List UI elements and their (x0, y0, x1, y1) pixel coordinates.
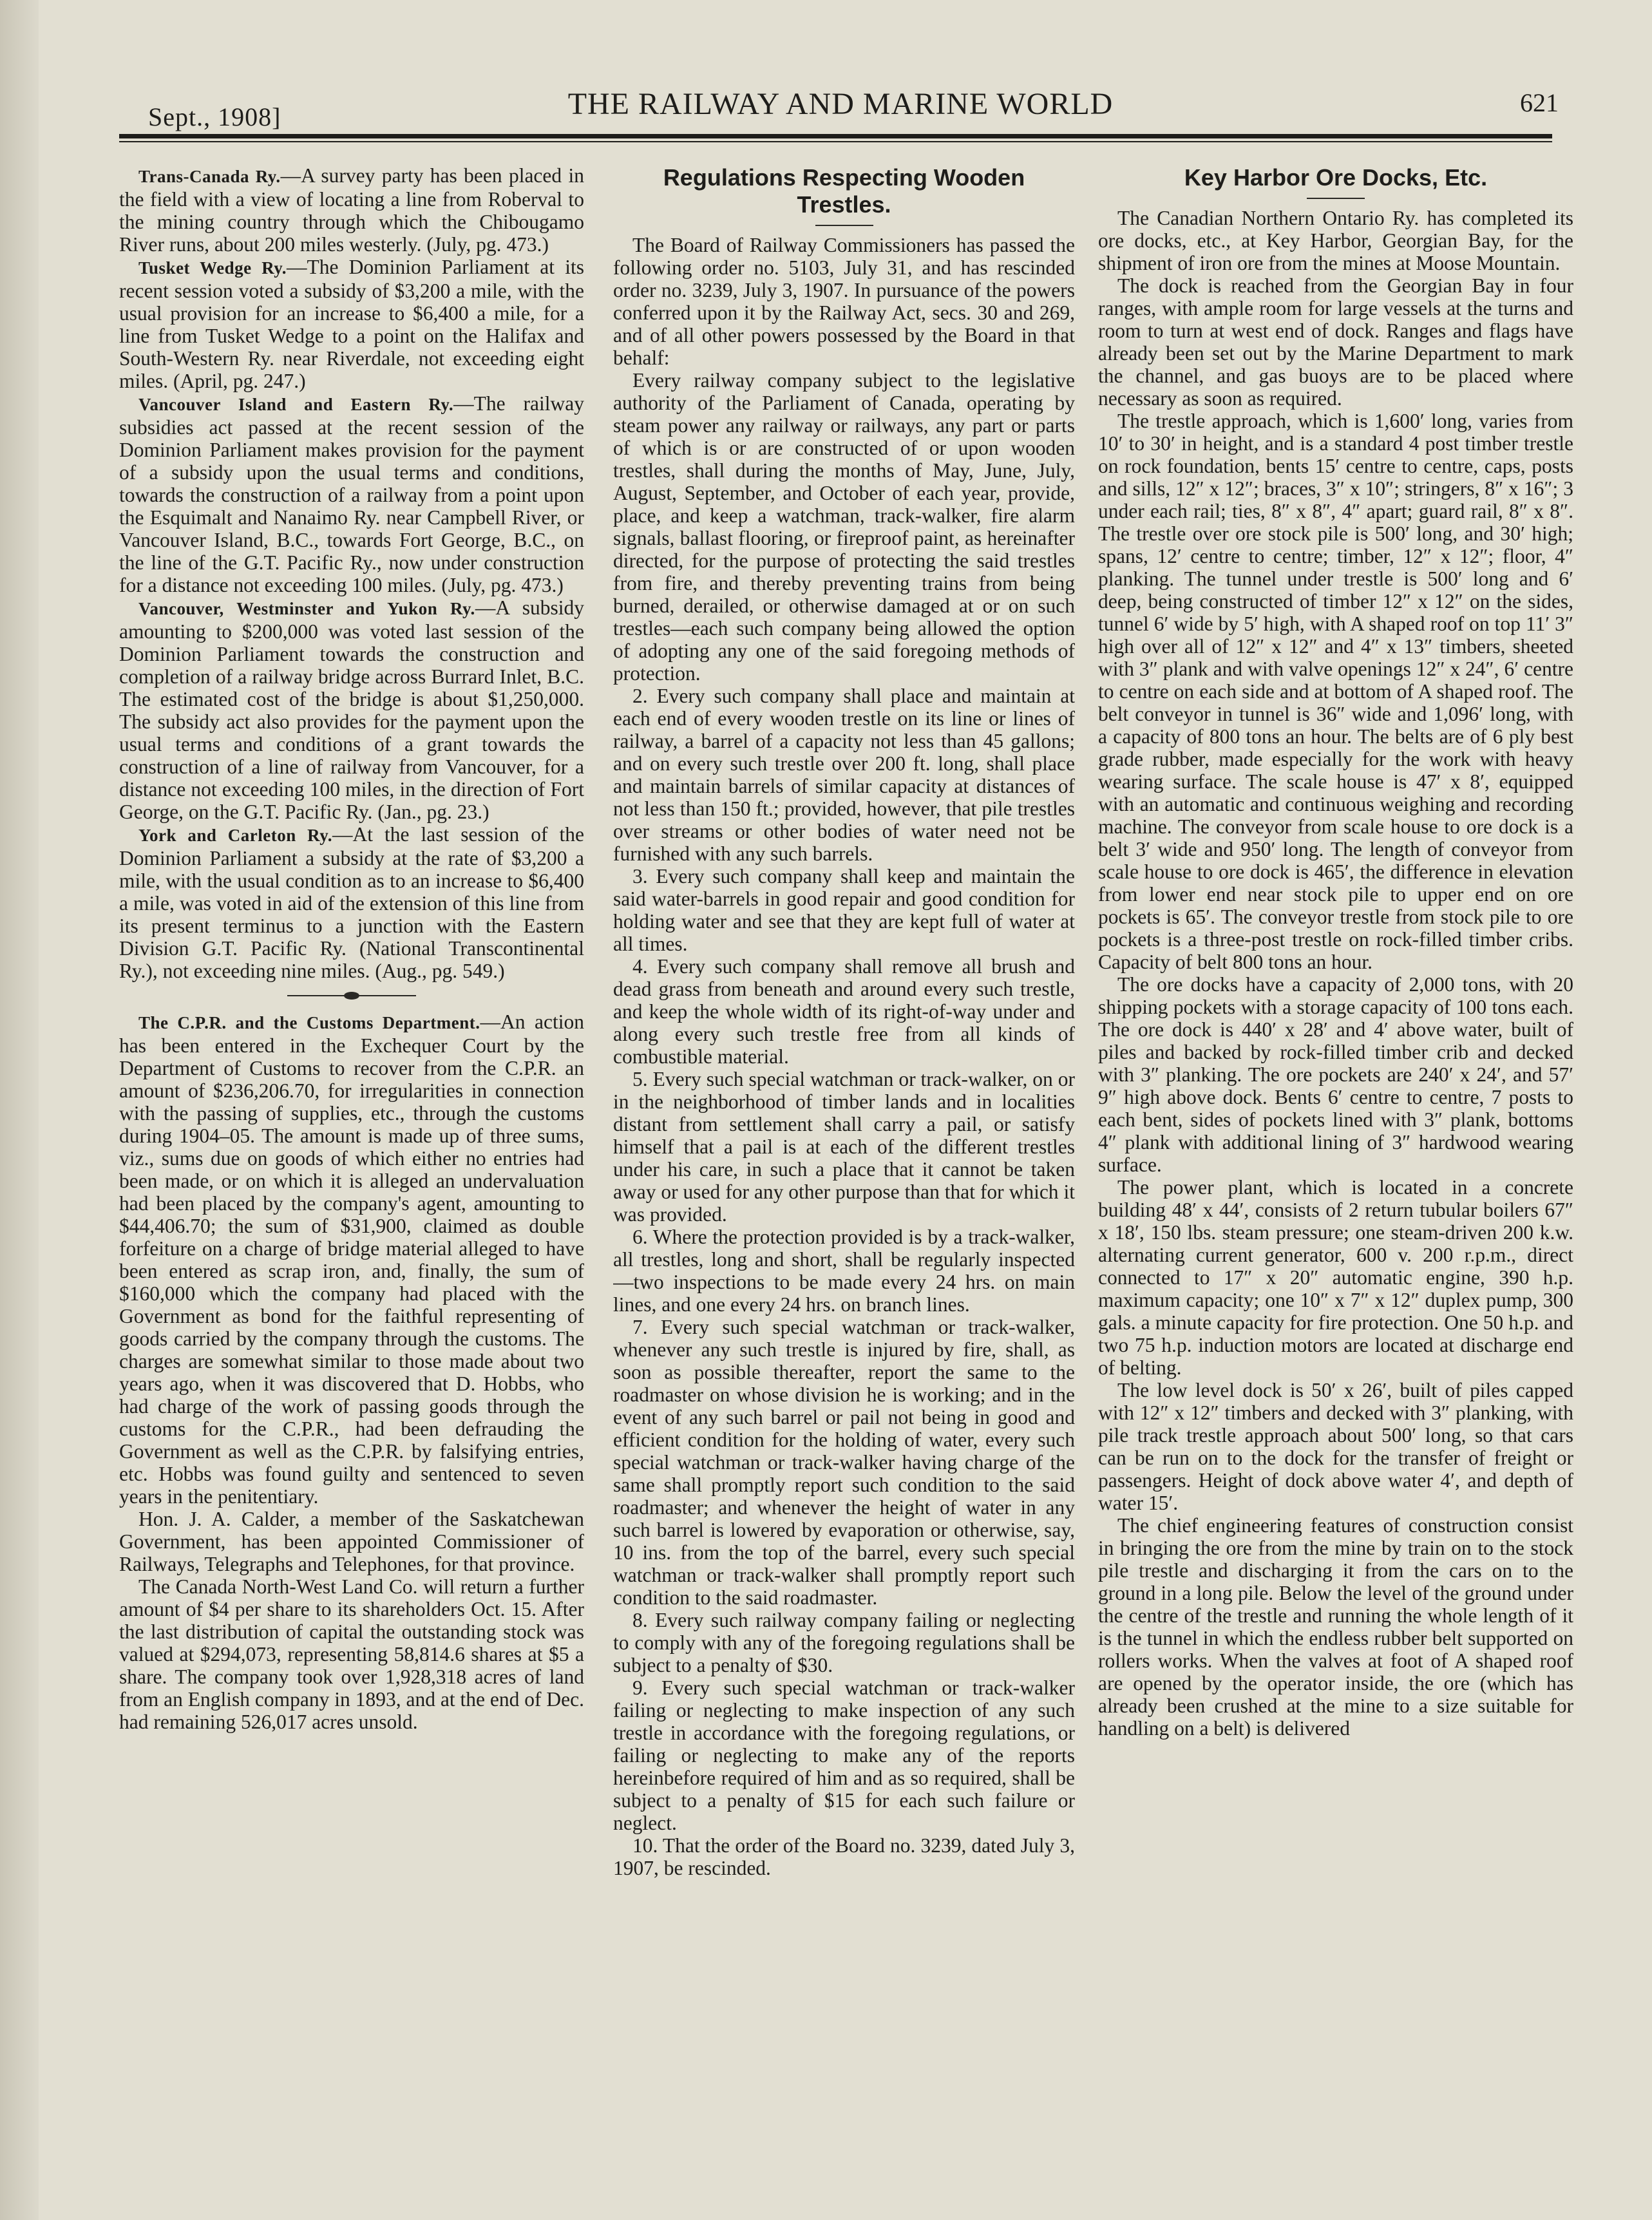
paragraph: 3. Every such company shall keep and maintain the said water-barrels in good repair and good condition for holding water and see that they are kept full of water at all times. (613, 865, 1075, 955)
paragraph-body: —The Dominion Parliament at its recent session voted a subsidy of $3,200 a mile, with the usual provision for an increase to $6,400 a mile, for a line from Tusket Wedge to a point on the Halifax and South-Western Ry. near Riverdale, not exceeding eight miles. (April, pg. 247.) (119, 256, 584, 392)
column-3 (1098, 164, 1573, 2148)
paragraph: 7. Every such special watchman or track-walker, whenever any such trestle is injured by fire, shall, as soon as possible thereafter, report the same to the roadmaster on whose division he is working; and in the event of any such barrel or pail not being in good and efficient condition for the holding of water, every such special watchman or track-walker having charge of the same shall promptly report such condition to the said roadmaster; and whenever the height of water in any such barrel is lowered by evaporation or otherwise, say, 10 ins. from the top of the barrel, every such special watchman or track-walker shall promptly report such condition to the said roadmaster. (613, 1316, 1075, 1609)
paragraph: 2. Every such company shall place and maintain at each end of every wooden trestle on its line or lines of railway, a barrel of a capacity not less than 45 gallons; and on every such trestle over 200 ft. long, shall place and maintain barrels of similar capacity at distances of not less than 150 ft.; provided, however, that pile trestles over streams or other bodies of water need not be furnished with any such barrels. (613, 685, 1075, 865)
paragraph (119, 392, 584, 596)
paragraph: The Board of Railway Commissioners has passed the following order no. 5103, July 31, and has rescinded order no. 3239, July 3, 1907. In pursuance of the powers conferred upon it by the Railway Act, secs. 30 and 269, and of all other powers possessed by the Board in that behalf: (613, 234, 1075, 369)
paragraph (119, 164, 584, 256)
section-separator (287, 991, 416, 1000)
paragraph: The low level dock is 50′ x 26′, built of piles capped with 12″ x 12″ timbers and decked with 3″ planking, with pile track trestle approach about 500′ long, so that cars can be run on to the dock for the transfer of freight or passengers. Height of dock above water 4′, and depth of water 15′. (1098, 1379, 1573, 1514)
paragraph: The Canadian Northern Ontario Ry. has completed its ore docks, etc., at Key Harbor, Georgian Bay, for the shipment of iron ore from the mines at Moose Mountain. (1098, 207, 1573, 274)
paragraph: The dock is reached from the Georgian Bay in four ranges, with ample room for large vessels at the turns and room to turn at west end of dock. Ranges and flags have already been set out by the Marine Department to mark the channel, and gas buoys are to be placed where necessary as soon as required. (1098, 274, 1573, 410)
header-rule-thin (119, 141, 1552, 142)
run-in-heading: Trans-Canada Ry. (138, 167, 281, 186)
paragraph: 4. Every such company shall remove all brush and dead grass from beneath and around every such trestle, and keep the whole width of its right-of-way under and along every such trestle free from all kinds of combustible material. (613, 955, 1075, 1068)
run-in-heading: Vancouver Island and Eastern Ry. (138, 395, 454, 414)
run-in-heading: The C.P.R. and the Customs Department. (138, 1013, 480, 1032)
paragraph: 6. Where the protection provided is by a track-walker, all trestles, long and short, shall be regularly inspected—two inspections to be made every 24 hrs. on main lines, and one every 24 hrs. on branch lines. (613, 1226, 1075, 1316)
paragraph (119, 823, 584, 982)
run-in-heading: Tusket Wedge Ry. (138, 258, 287, 278)
run-in-heading: York and Carleton Ry. (138, 826, 332, 845)
article-heading: Key Harbor Ore Docks, Etc. (1184, 164, 1488, 191)
paragraph: The ore docks have a capacity of 2,000 tons, with 20 shipping pockets with a storage capacity of 100 tons each. The ore dock is 440′ x 28′ and 4′ above water, built of piles and backed by rock-filled timber crib and decked with 3″ planking. The ore pockets are 240′ x 24′, and 57′ 9″ high above dock. Bents 6′ centre to centre, 7 posts to each bent, sides of pockets lined with 3″ plank, bottoms 4″ plank with additional lining of 3″ hardwood wearing surface. (1098, 973, 1573, 1176)
paragraph-body: —A subsidy amounting to $200,000 was voted last session of the Dominion Parliament towards the construction and completion of a railway bridge across Burrard Inlet, B.C. The estimated cost of the bridge is about $1,250,000. The subsidy act also provides for the payment upon the usual terms and conditions of a grant towards the construction of a line of railway from Vancouver, for a distance not exceeding 100 miles, in the direction of Fort George, on the G.T. Pacific Ry. (Jan., pg. 23.) (119, 596, 584, 823)
paragraph: The chief engineering features of construction consist in bringing the ore from the mine by train on to the stock pile trestle and discharging it from the cars on to the ground in a long pile. Below the level of the ground under the centre of the trestle and running the whole length of it is the tunnel in which the endless rubber belt supported on rollers works. When the valves at foot of A shaped roof are opened by the operator inside, the ore (which has already been crushed at the mine to a size suitable for handling on a belt) is delivered (1098, 1514, 1573, 1740)
paragraph: 9. Every such special watchman or track-walker failing or neglecting to make inspection of any such trestle in accordance with the foregoing regulations, or failing or neglecting to make any of the reports hereinbefore required of him and as so required, shall be subject to a penalty of $15 for each such failure or neglect. (613, 1676, 1075, 1834)
paragraph-body: —A survey party has been placed in the field with a view of locating a line from Roberval to the mining country through which the Chibougamo River runs, about 200 miles westerly. (July, pg. 473.) (119, 164, 584, 256)
paragraph: The trestle approach, which is 1,600′ long, varies from 10′ to 30′ in height, and is a standard 4 post timber trestle on rock foundation, bents 15′ centre to centre, caps, posts and sills, 12″ x 12″; braces, 3″ x 10″; stringers, 8″ x 16″; 3 under each rail; ties, 8″ x 8″, 4″ apart; guard rail, 8″ x 8″. The trestle over ore stock pile is 500′ long, and 30′ high; spans, 12′ centre to centre; timber, 12″ x 12″; floor, 4″ planking. The tunnel under trestle is 500′ long and 6′ deep, being constructed of timber 12″ x 12″ on the sides, tunnel 6′ wide by 5′ high, with A shaped roof on top 11′ 3″ high over all of 12″ x 12″ and 4″ x 13″ timbers, sheeted with 3″ plank and with valve openings 12″ x 24″, 6′ centre to centre on each side and at bottom of A shaped roof. The belt conveyor in tunnel is 36″ wide and 1,096′ long, with a capacity of 800 tons an hour. The belts are of 6 ply best grade rubber, made especially for the work with heavy wearing surface. The scale house is 47′ x 8′, equipped with an automatic and continuous weighing and recording machine. The conveyor from scale house to ore dock is a belt 3′ wide and 950′ long. The length of conveyor from scale house to ore dock is 465′, the difference in elevation from lower end near stock pile to upper end on ore pockets is 65′. The conveyor trestle from stock pile to ore pockets is a three-post trestle on rock-filled timber cribs. Capacity of belt 800 tons an hour. (1098, 410, 1573, 973)
paragraph: Every railway company subject to the legislative authority of the Parliament of Canada, operating by steam power any railway or railways, any part or parts of which is or are constructed of or upon wooden trestles, shall during the months of May, June, July, August, September, and October of each year, provide, place, and keep a watchman, track-walker, fire alarm signals, ballast flooring, or fireproof paint, as hereinafter directed, for the purpose of protecting the said trestles from fire, and thereby preventing trains from being burned, derailed, or otherwise damaged at or on such trestles—each such company being allowed the option of adopting any one of the said foregoing methods of protection. (613, 369, 1075, 685)
running-header (122, 84, 1559, 135)
paragraph-body: —An action has been entered in the Exchequer Court by the Department of Customs to recover from the C.P.R. an amount of $236,206.70, for irregularities in connection with the passing of supplies, etc., through the customs during 1904–05. The amount is made up of three sums, viz., sums due on goods of which either no entries had been made, or on which it is alleged an undervaluation had been placed by the company's agent, amounting to $44,406.70; the sum of $31,900, claimed as double forfeiture on a charge of bridge material alleged to have been entered as scrap iron, and, finally, the sum of $160,000 which the company had placed with the Government as bond for the faithful representing of goods carried by the company through the customs. The charges are somewhat similar to those made about two years ago, when it was discovered that D. Hobbs, who had charge of the work of passing goods through the customs for the C.P.R., had been defrauding the Government as well as the C.P.R. by falsifying entries, etc. Hobbs was found guilty and sentenced to seven years in the penitentiary. (119, 1010, 584, 1508)
paragraph (119, 256, 584, 392)
run-in-heading: Vancouver, Westminster and Yukon Ry. (138, 599, 475, 618)
paragraph (119, 1010, 584, 1508)
paragraph (119, 596, 584, 823)
page-number: 621 (1520, 88, 1559, 117)
paragraph: Hon. J. A. Calder, a member of the Saskatchewan Government, has been appointed Commissioner of Railways, Telegraphs and Telephones, for that province. (119, 1508, 584, 1575)
paragraph: 8. Every such railway company failing or neglecting to comply with any of the foregoing regulations shall be subject to a penalty of $30. (613, 1609, 1075, 1676)
paragraph: The Canada North-West Land Co. will return a further amount of $4 per share to its shareholders Oct. 15. After the last distribution of capital the outstanding stock was valued at $294,073, representing 58,814.6 shares at $5 a share. The company took over 1,928,318 acres of land from an English company in 1893, and at the end of Dec. had remaining 526,017 acres unsold. (119, 1575, 584, 1733)
paragraph: 10. That the order of the Board no. 3239, dated July 3, 1907, be rescinded. (613, 1834, 1075, 1879)
publication-title: THE RAILWAY AND MARINE WORLD (567, 87, 1114, 121)
binding-shadow (0, 0, 39, 2220)
paragraph-body: —The railway subsidies act passed at the recent session of the Dominion Parliament makes provision for the payment of a subsidy upon the usual terms and conditions, towards the construction of a railway from a point upon the Esquimalt and Nanaimo Ry. near Campbell River, or Vancouver Island, B.C., towards Fort George, B.C., on the line of the G.T. Pacific Ry., now under construction for a distance not exceeding 100 miles. (July, pg. 473.) (119, 392, 584, 596)
heading-rule (815, 225, 873, 226)
column-1 (119, 164, 584, 2148)
header-rule (119, 134, 1552, 138)
heading-rule (1307, 198, 1365, 199)
column-2 (613, 164, 1075, 2148)
paragraph-body: —At the last session of the Dominion Parliament a subsidy at the rate of $3,200 a mile, with the usual condition as to an increase to $6,400 a mile, was voted in aid of the extension of this line from its present terminus to a junction with the Eastern Division G.T. Pacific Ry. (National Transcontinental Ry.), not exceeding nine miles. (Aug., pg. 549.) (119, 823, 584, 982)
header-date: Sept., 1908] (148, 102, 281, 131)
paragraph: 5. Every such special watchman or track-walker, on or in the neighborhood of timber lands and in localities distant from settlement shall carry a pail, or satisfy himself that a pail is at each of the different trestles under his care, in such a place that it cannot be taken away or used for any other purpose than that for which it was provided. (613, 1068, 1075, 1226)
paragraph: The power plant, which is located in a concrete building 48′ x 44′, consists of 2 return tubular boilers 67″ x 18′, 150 lbs. steam pressure; one steam-driven 200 k.w. alternating current generator, 600 v. 200 r.p.m., direct connected to 17″ x 20″ automatic engine, 390 h.p. maximum capacity; one 10″ x 7″ x 12″ duplex pump, 300 gals. a minute capacity for fire protection. One 50 h.p. and two 75 h.p. induction motors are located at discharge end of belting. (1098, 1176, 1573, 1379)
article-heading: Regulations Respecting Wooden Trestles. (663, 164, 1025, 218)
